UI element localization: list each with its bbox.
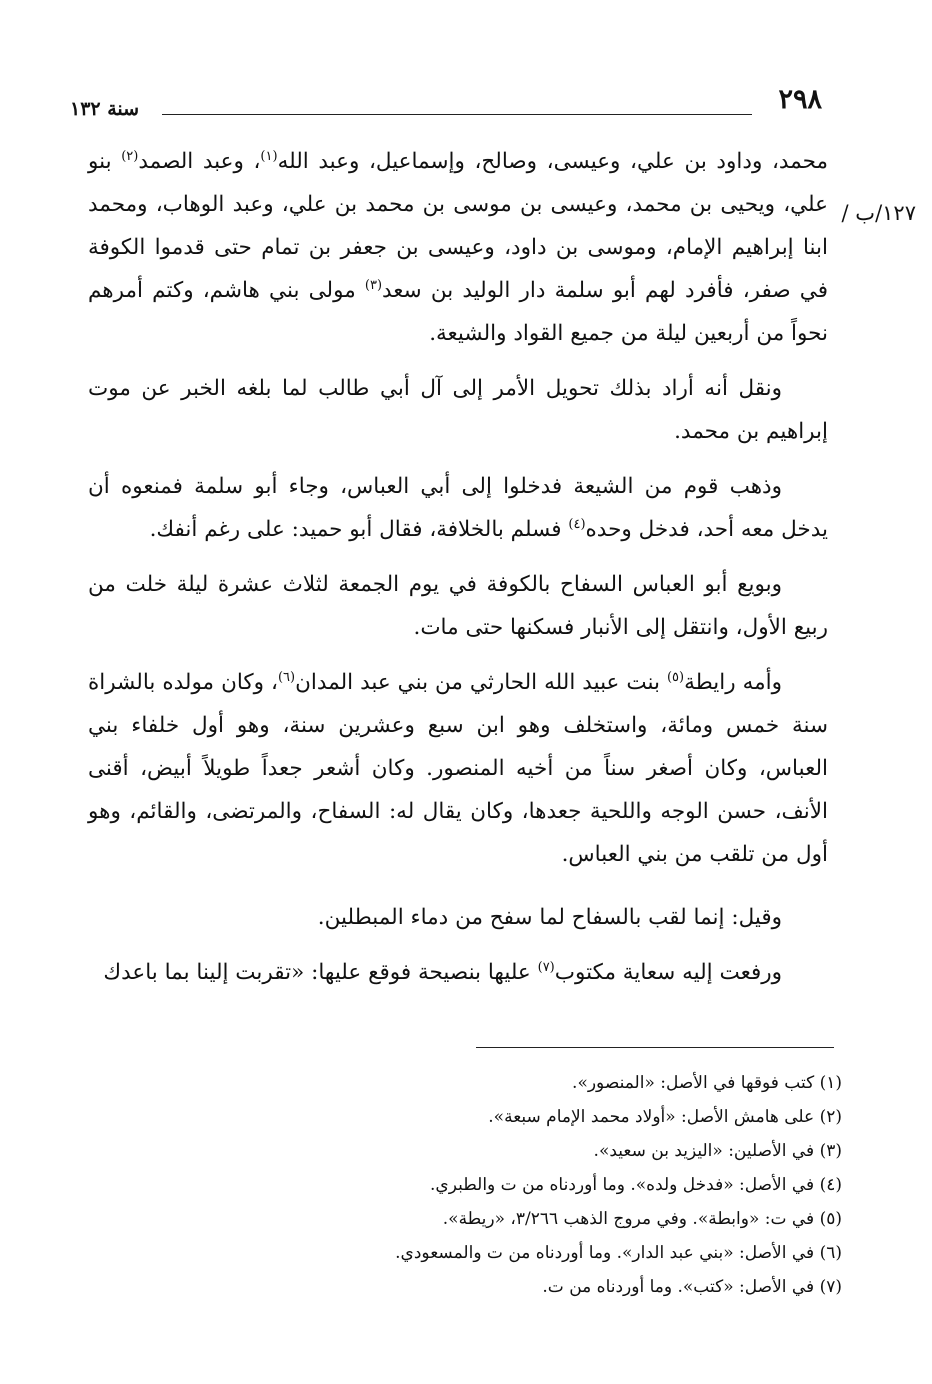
text-run: ، وعبد الصمد bbox=[138, 149, 261, 174]
page-number: ٢٩٨ bbox=[778, 84, 822, 115]
paragraph-4 bbox=[88, 563, 828, 649]
paragraph-1 bbox=[88, 140, 828, 355]
paragraph-6 bbox=[88, 896, 828, 939]
page-header bbox=[70, 84, 822, 124]
text-run: عليها بنصيحة فوقع عليها: «تقربت إلينا بما باعدك bbox=[103, 960, 538, 985]
footnote-6: (٦) في الأصل: «بني عبد الدار». وما أوردناه من ت والمسعودي. bbox=[395, 1243, 842, 1263]
footnote-separator bbox=[476, 1047, 834, 1048]
footnote-marker: (٣) bbox=[364, 277, 383, 293]
paragraph-5 bbox=[88, 661, 828, 876]
footnote-2: (٢) على هامش الأصل: «أولاد محمد الإمام سبعة». bbox=[488, 1107, 842, 1127]
text-run: ، وكان مولده بالشراة سنة خمس ومائة، واستخلف وهو ابن سبع وعشرين سنة، وهو أول خلفاء بني العباس، وكان أصغر سناً من أخيه المنصور. وكان أشعر جعداً طويلاً أبيض، أقنى الأنف، حسن الوجه واللحية جعدها، وكان يقال له: السفاح، والمرتضى، والقائم، وهو أول من تلقب من بني العباس. bbox=[88, 670, 828, 867]
footnote-5: (٥) في ت: «وابطة». وفي مروج الذهب ٣/٢٦٦، «ريطة». bbox=[442, 1209, 842, 1229]
text-run: وقيل: إنما لقب بالسفاح لما سفح من دماء المبطلين. bbox=[317, 905, 782, 930]
text-run: بنت عبيد الله الحارثي من بني عبد المدان bbox=[295, 670, 667, 695]
text-run: ونقل أنه أراد بذلك تحويل الأمر إلى آل أبي طالب لما بلغه الخبر عن موت إبراهيم بن محمد. bbox=[88, 376, 828, 444]
text-run: محمد، وداود بن علي، وعيسى، وصالح، وإسماعيل، وعبد الله bbox=[277, 149, 828, 174]
running-head-year: سنة ١٣٢ bbox=[70, 98, 140, 120]
paragraph-3 bbox=[88, 465, 828, 551]
paragraph-2 bbox=[88, 367, 828, 453]
text-run: وأمه رايطة bbox=[684, 670, 782, 695]
footnote-marker: (٦) bbox=[277, 669, 296, 685]
footnote-3: (٣) في الأصلين: «اليزيد بن سعيد». bbox=[593, 1141, 842, 1161]
footnote-1: (١) كتب فوقها في الأصل: «المنصور». bbox=[572, 1073, 842, 1093]
footnote-marker: (٥) bbox=[666, 669, 685, 685]
footnotes bbox=[242, 1066, 842, 1304]
main-text bbox=[88, 140, 828, 994]
text-run: وذهب قوم من الشيعة فدخلوا إلى أبي العباس، وجاء أبو سلمة فمنعوه أن يدخل معه أحد، فدخل وحده bbox=[88, 474, 828, 542]
footnote-marker: (١) bbox=[260, 148, 278, 164]
text-run: فسلم بالخلافة، فقال أبو حميد: على رغم أنفك. bbox=[149, 517, 569, 542]
footnote-marker: (٢) bbox=[121, 148, 139, 164]
footnote-7: (٧) في الأصل: «كتب». وما أوردناه من ت. bbox=[542, 1277, 842, 1297]
manuscript-folio-reference: ١٢٧/ب / bbox=[841, 201, 916, 225]
footnote-marker: (٤) bbox=[568, 516, 586, 532]
footnote-4: (٤) في الأصل: «فدخل ولده». وما أوردناه من ت والطبري. bbox=[429, 1175, 842, 1195]
footnote-marker: (٧) bbox=[537, 959, 555, 975]
text-run: بنو علي، ويحيى بن محمد، وعيسى بن موسى بن محمد بن علي، وعبد الوهاب، ومحمد ابنا إبراهيم الإمام، وموسى بن داود، وعيسى بن جعفر بن تمام حتى قدموا الكوفة في صفر، فأفرد لهم أبو سلمة دار الوليد بن سعد bbox=[88, 149, 828, 303]
paragraph-7 bbox=[88, 951, 828, 994]
text-run: وبويع أبو العباس السفاح بالكوفة في يوم الجمعة لثلاث عشرة ليلة خلت من ربيع الأول، وانتقل إلى الأنبار فسكنها حتى مات. bbox=[88, 572, 828, 640]
text-run: ورفعت إليه سعاية مكتوب bbox=[554, 960, 782, 985]
header-rule bbox=[162, 114, 752, 115]
text-run: مولى بني هاشم، وكتم أمرهم نحواً من أربعين ليلة من جميع القواد والشيعة. bbox=[88, 278, 828, 346]
